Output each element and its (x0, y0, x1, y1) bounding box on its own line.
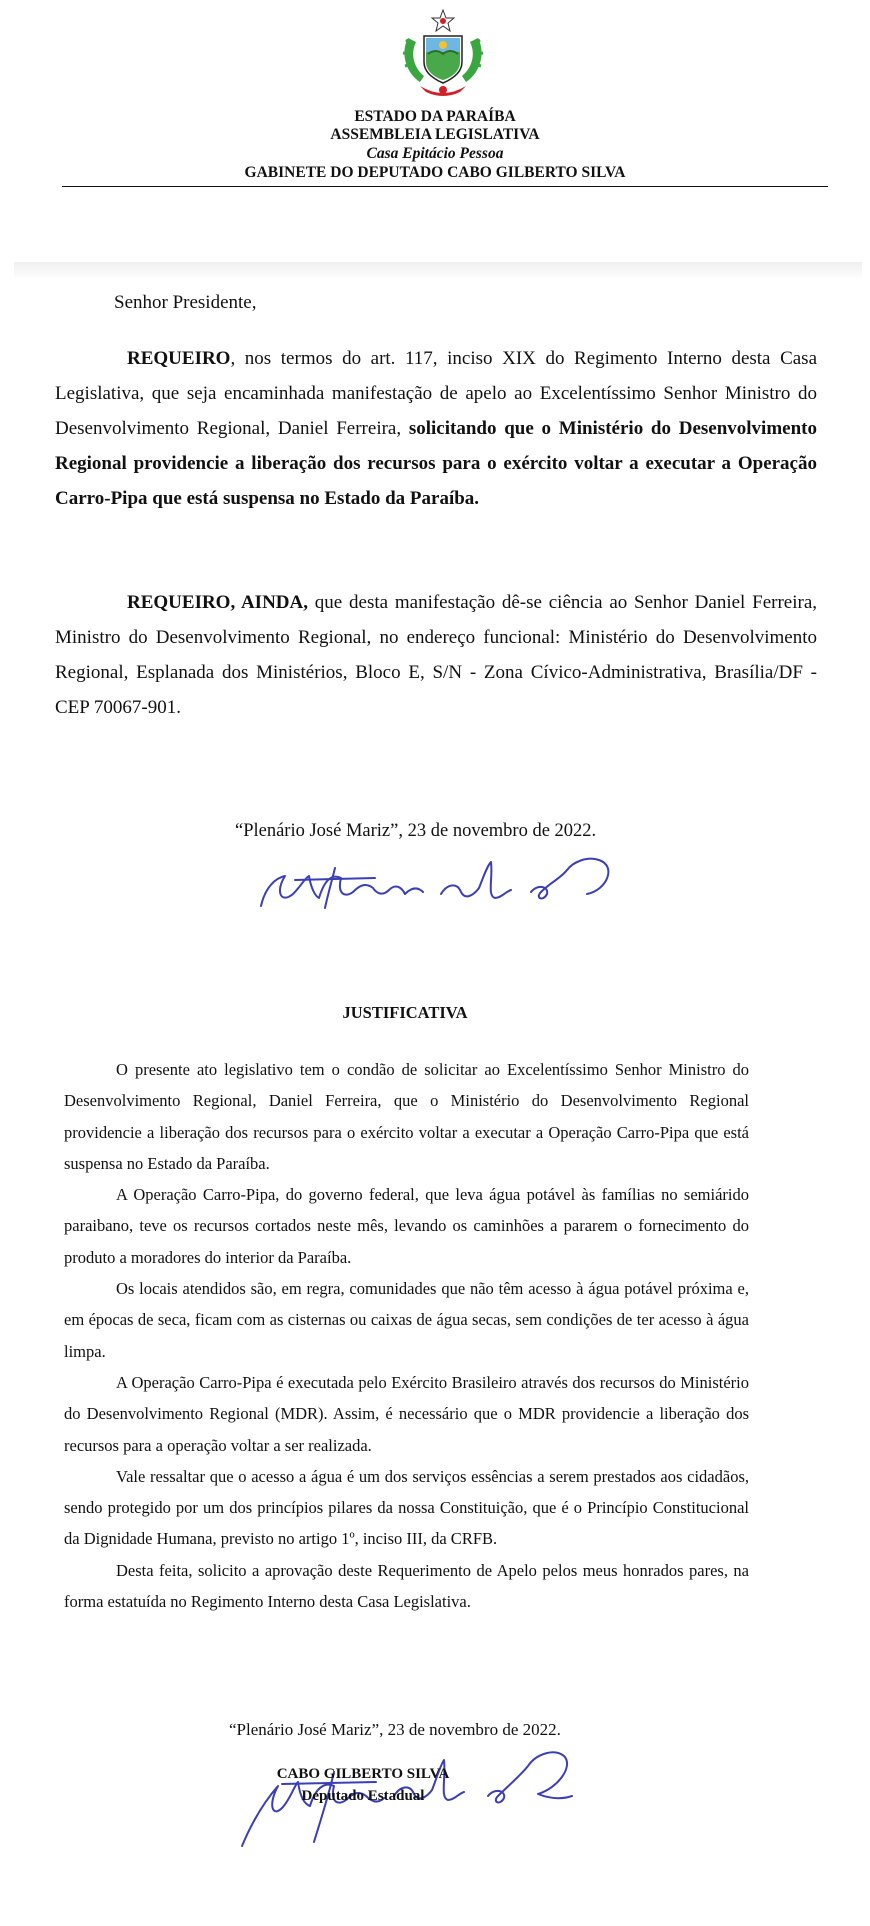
justification-paragraph-2: A Operação Carro-Pipa, do governo federal, que leva água potável às famílias no semiárido paraibano, teve os recursos cortados neste mês, levando os caminhões a pararem o fornecimento do produto a moradores do interior da Paraíba. (64, 1185, 749, 1267)
letter-date: “Plenário José Mariz”, 23 de novembro de 2022. (235, 821, 597, 841)
justification-paragraph-5: Vale ressaltar que o acesso a água é um dos serviços essências a serem prestados aos cidadãos, sendo protegido por um dos princípios pilares da nossa Constituição, que é o Princípio Constitucional da Dignidade Humana, previsto no artigo 1º, inciso III, da CRFB. (64, 1466, 749, 1549)
state-crest-logo (398, 8, 488, 100)
signatory-title: Deputado Estadual (301, 1788, 425, 1804)
request-text: , nos termos do art. 117, inciso XIX do Regimento Interno desta Casa Legislativa, que seja encaminhada manifestação de apelo ao Excelentíssimo Senhor Ministro do Desenvolvimento Regional, Daniel Ferreira, (55, 348, 817, 439)
page-break-shadow (14, 262, 862, 280)
salutation: Senhor Presidente, (114, 292, 257, 313)
header-rule (62, 186, 828, 187)
request-bold-tail: solicitando que o Ministério do Desenvolvimento Regional providencie a liberação dos recursos para o exército voltar a executar a Operação Carro-Pipa que está suspensa no Estado da Paraíba. (55, 418, 817, 509)
justification-title: JUSTIFICATIVA (342, 1003, 468, 1022)
header-house: Casa Epitácio Pessoa (366, 145, 504, 162)
justification-paragraph-6: Desta feita, solicito a aprovação deste Requerimento de Apelo pelos meus honrados pares, na forma estatuída no Regimento Interno desta Casa Legislativa. (64, 1560, 749, 1612)
request-lead: REQUEIRO (127, 348, 231, 369)
request-lead-2: REQUEIRO, AINDA, (127, 592, 308, 613)
justification-paragraph-4: A Operação Carro-Pipa é executada pelo Exército Brasileiro através dos recursos do Ministério do Desenvolvimento Regional (MDR). Assim, é necessário que o MDR providencie a liberação dos recursos para a operação voltar a ser realizada. (64, 1372, 749, 1455)
justification-date: “Plenário José Mariz”, 23 de novembro de 2022. (229, 1720, 561, 1739)
header-office: GABINETE DO DEPUTADO CABO GILBERTO SILVA (244, 164, 626, 181)
justification-paragraph-3: Os locais atendidos são, em regra, comunidades que não têm acesso à água potável próxima e, em épocas de seca, ficam com as cisternas ou caixas de água secas, sem condições de ter acesso à água limpa. (64, 1279, 749, 1361)
header-state: ESTADO DA PARAÍBA (354, 108, 516, 125)
request-text-2: que desta manifestação dê-se ciência ao Senhor Daniel Ferreira, Ministro do Desenvolvimento Regional, no endereço funcional: Ministério do Desenvolvimento Regional, Esplanada dos Ministérios, Bloco E, S/N - Zona Cívico-Administrativa, Brasília/DF - CEP 70067-901. (55, 592, 817, 718)
justification-paragraph-1: O presente ato legislativo tem o condão de solicitar ao Excelentíssimo Senhor Ministro do Desenvolvimento Regional, Daniel Ferreira, que o Ministério do Desenvolvimento Regional providencie a liberação dos recursos para o exército voltar a executar a Operação Carro-Pipa que está suspensa no Estado da Paraíba. (64, 1060, 749, 1173)
signature-image (255, 848, 635, 910)
signatory-name: CABO GILBERTO SILVA (276, 1766, 450, 1782)
justification-body (64, 1054, 749, 1617)
request-paragraph-2 (55, 585, 817, 725)
header-assembly: ASSEMBLEIA LEGISLATIVA (330, 126, 540, 143)
request-paragraph-1 (55, 341, 817, 516)
